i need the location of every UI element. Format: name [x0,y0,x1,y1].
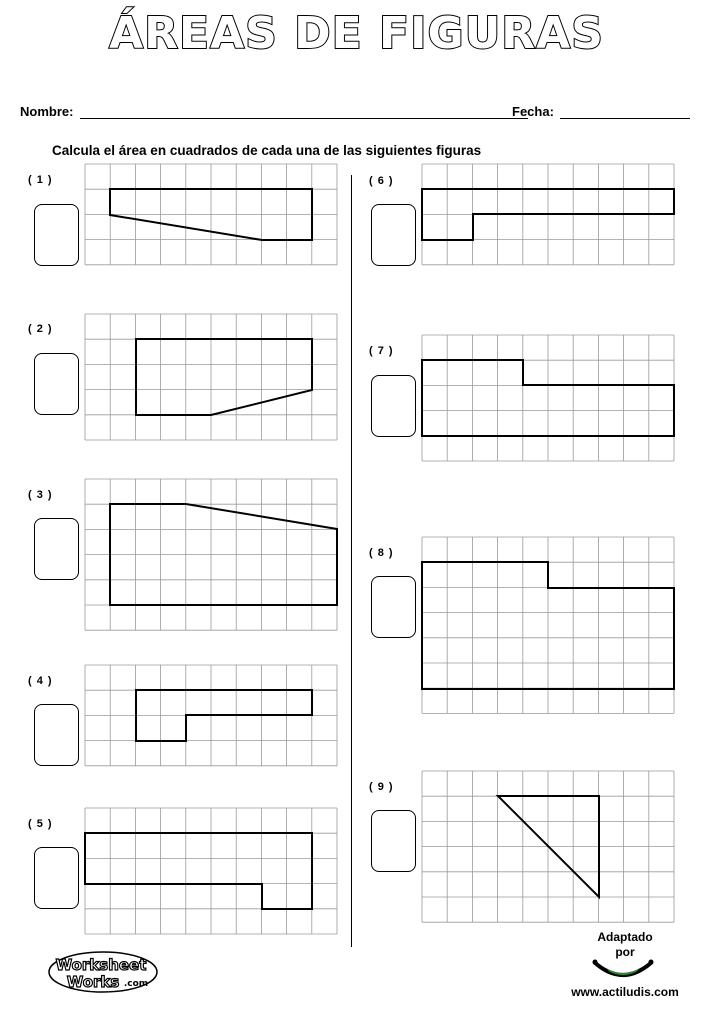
date-field[interactable] [560,118,690,119]
instruction-text: Calcula el área en cuadrados de cada una de las siguientes figuras [52,143,482,158]
exercise-9-grid [422,771,674,923]
exercise-7-number: ( 7 ) [369,345,394,357]
adapted-by-text [580,930,670,960]
exercise-5-number: ( 5 ) [28,818,53,830]
exercise-2-answer-box[interactable] [34,353,79,415]
svg-text:.com: .com [123,979,149,989]
exercise-4-number: ( 4 ) [28,675,53,687]
adapted-line-2: por [615,945,635,959]
page-title: ÁREAS DE FIGURAS [109,8,604,59]
exercise-8-number: ( 8 ) [369,547,394,559]
name-label: Nombre: [20,104,74,119]
exercise-5-grid [85,808,337,935]
exercise-2-grid [85,314,337,441]
exercise-3-answer-box[interactable] [34,518,79,580]
adapted-line-1: Adaptado [597,930,653,944]
exercise-6-number: ( 6 ) [369,175,394,187]
column-divider [351,175,352,947]
exercise-2-number: ( 2 ) [28,323,53,335]
exercise-2-shape [136,339,312,415]
smile-logo-icon [592,958,654,984]
exercise-9-number: ( 9 ) [369,781,394,793]
date-label: Fecha: [512,104,554,119]
exercise-1-answer-box[interactable] [34,204,79,266]
exercise-7-answer-box[interactable] [371,375,416,437]
exercise-7-grid [422,335,674,462]
exercise-1-grid [85,164,337,266]
exercise-1-number: ( 1 ) [28,174,53,186]
header-row [20,104,692,124]
website-text: www.actiludis.com [571,985,679,999]
worksheetworks-logo [48,950,158,994]
svg-text:Works: Works [66,973,120,991]
exercise-3-number: ( 3 ) [28,489,53,501]
svg-text:Worksheet: Worksheet [55,956,147,974]
exercise-9-answer-box[interactable] [371,810,416,872]
exercise-3-grid [85,479,337,631]
exercise-4-answer-box[interactable] [34,704,79,766]
exercise-6-grid [422,164,674,266]
exercise-8-grid [422,537,674,714]
exercise-5-shape [85,833,312,909]
exercise-5-answer-box[interactable] [34,847,79,909]
exercise-6-answer-box[interactable] [371,204,416,266]
name-field[interactable] [80,118,528,119]
exercise-4-grid [85,665,337,767]
exercise-8-answer-box[interactable] [371,576,416,638]
